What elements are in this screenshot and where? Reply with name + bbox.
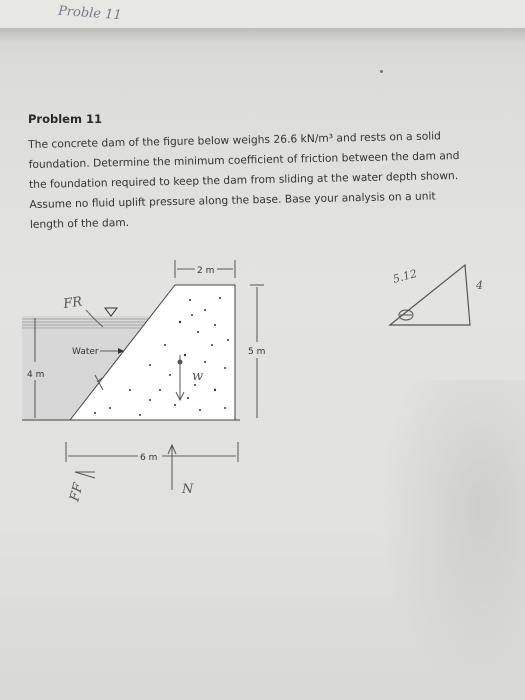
- problem-line-2: foundation. Determine the minimum coefficient of friction between the dam and: [28, 148, 460, 171]
- page-fold-shadow: [0, 28, 525, 44]
- hand-triangle-sketch: [380, 255, 500, 335]
- dam-figure: [0, 250, 300, 510]
- dam-height-label: 5 m: [248, 347, 266, 357]
- problem-line-1: The concrete dam of the figure below weighs 26.6 kN/m³ and rests on a solid: [28, 129, 442, 151]
- hand-ff-label: FF: [67, 481, 87, 504]
- paper-speck: [380, 70, 383, 73]
- water-surface-marker: [105, 308, 117, 316]
- hand-triangle-hyp: 5.12: [391, 266, 419, 286]
- hand-w-label: w: [192, 369, 204, 384]
- water-depth-label: 4 m: [27, 370, 45, 380]
- previous-page-strip: [0, 0, 525, 29]
- problem-statement: [28, 125, 502, 235]
- hand-fr-label: FR: [62, 294, 84, 312]
- hand-friction-arrow: [75, 472, 95, 478]
- hand-normal-arrow: [168, 445, 176, 490]
- problem-line-3: the foundation required to keep the dam from sliding at the water depth shown.: [28, 169, 459, 191]
- top-width-label: 2 m: [197, 266, 215, 276]
- problem-line-5: length of the dam.: [29, 215, 130, 231]
- problem-line-4: Assume no fluid uplift pressure along the base. Base your analysis on a unit: [29, 189, 436, 211]
- problem-title: Problem 11: [28, 112, 102, 126]
- water-label: Water: [72, 347, 99, 357]
- page-top-note: Proble 11: [57, 3, 123, 24]
- base-width-label: 6 m: [140, 453, 158, 463]
- paper-shadow: [380, 380, 525, 700]
- hand-n-label: N: [182, 482, 194, 497]
- hand-triangle-side: 4: [476, 279, 483, 292]
